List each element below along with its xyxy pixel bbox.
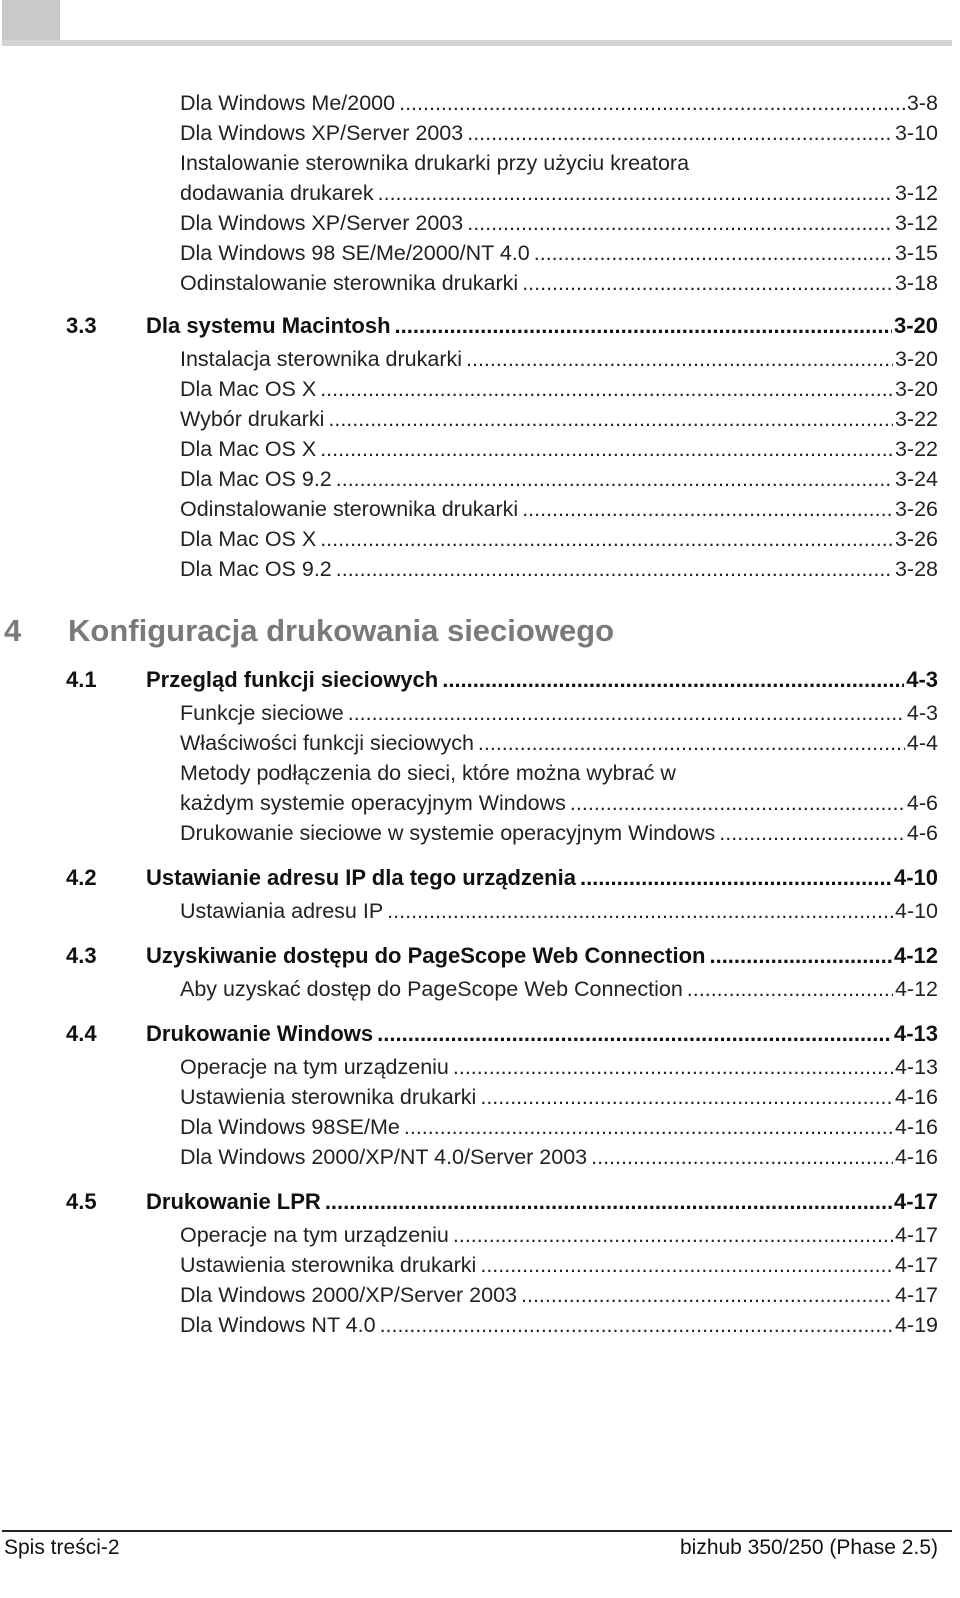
toc-entry[interactable] bbox=[0, 698, 960, 728]
dot-leader bbox=[380, 1310, 893, 1340]
toc-entry[interactable] bbox=[0, 88, 960, 118]
dot-leader bbox=[453, 1052, 893, 1082]
toc-entry[interactable] bbox=[0, 818, 960, 848]
toc-entry[interactable] bbox=[0, 148, 960, 178]
toc-entry[interactable] bbox=[0, 1142, 960, 1172]
chapter-heading[interactable] bbox=[0, 606, 960, 656]
section-title: Drukowanie Windows bbox=[146, 1021, 374, 1046]
toc-entry[interactable] bbox=[0, 118, 960, 148]
toc-entry-title: Wybór drukarki bbox=[180, 407, 325, 431]
toc-entry-title: Instalowanie sterownika drukarki przy użyciu kreatora bbox=[180, 151, 690, 175]
toc-entry-title: Dla Windows XP/Server 2003 bbox=[180, 121, 464, 145]
toc-entry-page: 4-17 bbox=[894, 1253, 938, 1277]
toc-entry-title: Dla Windows 98SE/Me bbox=[180, 1115, 400, 1139]
section-number: 4.3 bbox=[66, 943, 97, 968]
toc-entry[interactable] bbox=[0, 788, 960, 818]
toc-entry-title: każdym systemie operacyjnym Windows bbox=[180, 791, 566, 815]
toc-entry-page: 3-26 bbox=[894, 497, 938, 521]
dot-leader bbox=[534, 238, 893, 268]
section-page: 4-12 bbox=[893, 943, 938, 968]
toc-entry-title: Dla Mac OS 9.2 bbox=[180, 467, 332, 491]
toc-entry-title: Dla Windows XP/Server 2003 bbox=[180, 211, 464, 235]
section-page: 3-20 bbox=[893, 313, 938, 338]
toc-entry[interactable] bbox=[0, 728, 960, 758]
toc-entry-page: 4-10 bbox=[894, 899, 938, 923]
toc-entry-title: Dla Mac OS X bbox=[180, 437, 317, 461]
toc-entry-page: 4-19 bbox=[894, 1313, 938, 1337]
dot-leader bbox=[480, 1250, 893, 1280]
toc-entry-page: 4-16 bbox=[894, 1115, 938, 1139]
dot-leader bbox=[377, 1016, 892, 1052]
toc-entry[interactable] bbox=[0, 344, 960, 374]
dot-leader bbox=[453, 1220, 893, 1250]
dot-leader bbox=[404, 1112, 893, 1142]
toc-entry[interactable] bbox=[0, 1310, 960, 1340]
toc-entry-title: Odinstalowanie sterownika drukarki bbox=[180, 271, 519, 295]
toc-entry-page: 3-20 bbox=[894, 377, 938, 401]
toc-section-4-5[interactable] bbox=[0, 1184, 960, 1220]
dot-leader bbox=[442, 662, 904, 698]
toc-entry[interactable] bbox=[0, 208, 960, 238]
toc-entry-page: 3-8 bbox=[906, 91, 938, 115]
toc-entry[interactable] bbox=[0, 1280, 960, 1310]
footer-page-label: Spis treści-2 bbox=[4, 1536, 120, 1559]
toc-section-4-3[interactable] bbox=[0, 938, 960, 974]
dot-leader bbox=[467, 118, 893, 148]
dot-leader bbox=[325, 1184, 892, 1220]
toc-entry-title: Właściwości funkcji sieciowych bbox=[180, 731, 474, 755]
toc-entry-page: 4-6 bbox=[906, 791, 938, 815]
toc-entry[interactable] bbox=[0, 1220, 960, 1250]
dot-leader bbox=[687, 974, 893, 1004]
toc-entry[interactable] bbox=[0, 434, 960, 464]
toc-entry-title: Metody podłączenia do sieci, które można wybrać w bbox=[180, 761, 676, 785]
toc-entry[interactable] bbox=[0, 758, 960, 788]
dot-leader bbox=[328, 404, 893, 434]
toc-entry-title: Odinstalowanie sterownika drukarki bbox=[180, 497, 519, 521]
toc-entry-title: Dla Windows 98 SE/Me/2000/NT 4.0 bbox=[180, 241, 530, 265]
toc-entry[interactable] bbox=[0, 404, 960, 434]
section-page: 4-17 bbox=[893, 1189, 938, 1214]
toc-entry-page: 4-6 bbox=[906, 821, 938, 845]
section-page: 4-13 bbox=[893, 1021, 938, 1046]
toc-entry-page: 4-17 bbox=[894, 1223, 938, 1247]
toc-section-3-3[interactable] bbox=[0, 308, 960, 344]
toc-entry-page: 3-15 bbox=[894, 241, 938, 265]
toc-entry-page: 3-12 bbox=[894, 181, 938, 205]
footer-rule bbox=[2, 1530, 952, 1532]
section-title: Dla systemu Macintosh bbox=[146, 313, 391, 338]
toc-entry[interactable] bbox=[0, 374, 960, 404]
toc-entry-title: Dla Mac OS X bbox=[180, 377, 317, 401]
dot-leader bbox=[395, 308, 892, 344]
toc-entry-page: 4-13 bbox=[894, 1055, 938, 1079]
dot-leader bbox=[387, 896, 893, 926]
section-number: 4.4 bbox=[66, 1021, 97, 1046]
toc-entry-page: 4-16 bbox=[894, 1145, 938, 1169]
dot-leader bbox=[709, 938, 891, 974]
toc-entry-title: Aby uzyskać dostęp do PageScope Web Connection bbox=[180, 977, 683, 1001]
dot-leader bbox=[719, 818, 905, 848]
dot-leader bbox=[336, 464, 893, 494]
dot-leader bbox=[467, 208, 893, 238]
dot-leader bbox=[320, 434, 893, 464]
toc-entry-page: 3-28 bbox=[894, 557, 938, 581]
toc-entry-page: 4-17 bbox=[894, 1283, 938, 1307]
toc-entry-page: 4-16 bbox=[894, 1085, 938, 1109]
dot-leader bbox=[348, 698, 905, 728]
toc-entry-page: 4-12 bbox=[894, 977, 938, 1001]
toc-entry-title: Dla Windows 2000/XP/Server 2003 bbox=[180, 1283, 518, 1307]
dot-leader bbox=[521, 1280, 893, 1310]
toc-entry-page: 4-3 bbox=[906, 701, 938, 725]
toc-entry[interactable] bbox=[0, 1052, 960, 1082]
toc-entry-title: Operacje na tym urządzeniu bbox=[180, 1055, 449, 1079]
dot-leader bbox=[478, 728, 905, 758]
section-page: 4-10 bbox=[893, 865, 938, 890]
toc-entry[interactable] bbox=[0, 524, 960, 554]
section-number: 4.1 bbox=[66, 667, 97, 692]
toc-entry[interactable] bbox=[0, 238, 960, 268]
dot-leader bbox=[522, 494, 893, 524]
dot-leader bbox=[580, 860, 892, 896]
chapter-number: 4 bbox=[4, 613, 22, 648]
toc-entry-title: Funkcje sieciowe bbox=[180, 701, 344, 725]
section-title: Przegląd funkcji sieciowych bbox=[146, 667, 439, 692]
toc-entry-page: 3-18 bbox=[894, 271, 938, 295]
dot-leader bbox=[570, 788, 905, 818]
section-number: 4.2 bbox=[66, 865, 97, 890]
toc-entry-page: 3-10 bbox=[894, 121, 938, 145]
toc-entry-page: 3-22 bbox=[894, 407, 938, 431]
dot-leader bbox=[466, 344, 893, 374]
toc-entry[interactable] bbox=[0, 554, 960, 584]
toc-section-4-1[interactable] bbox=[0, 662, 960, 698]
toc-entry-title: dodawania drukarek bbox=[180, 181, 374, 205]
toc-entry-page: 3-12 bbox=[894, 211, 938, 235]
toc-entry[interactable] bbox=[0, 494, 960, 524]
toc-entry-title: Instalacja sterownika drukarki bbox=[180, 347, 463, 371]
toc-entry-page: 4-4 bbox=[906, 731, 938, 755]
toc-entry-title: Ustawiania adresu IP bbox=[180, 899, 384, 923]
toc-entry-title: Dla Windows 2000/XP/NT 4.0/Server 2003 bbox=[180, 1145, 588, 1169]
section-title: Ustawianie adresu IP dla tego urządzenia bbox=[146, 865, 576, 890]
chapter-title: Konfiguracja drukowania sieciowego bbox=[68, 613, 615, 648]
toc-entry-page: 3-24 bbox=[894, 467, 938, 491]
toc-entry-title: Ustawienia sterownika drukarki bbox=[180, 1085, 477, 1109]
toc-entry[interactable] bbox=[0, 268, 960, 298]
toc-entry-title: Dla Windows Me/2000 bbox=[180, 91, 396, 115]
toc-entry-title: Drukowanie sieciowe w systemie operacyjnym Windows bbox=[180, 821, 716, 845]
toc-entry[interactable] bbox=[0, 896, 960, 926]
page-corner-tab bbox=[2, 0, 60, 40]
section-title: Drukowanie LPR bbox=[146, 1189, 321, 1214]
header-rule bbox=[2, 40, 952, 46]
dot-leader bbox=[378, 178, 893, 208]
toc-entry-title: Operacje na tym urządzeniu bbox=[180, 1223, 449, 1247]
dot-leader bbox=[320, 524, 893, 554]
toc-entry-title: Dla Windows NT 4.0 bbox=[180, 1313, 376, 1337]
dot-leader bbox=[591, 1142, 893, 1172]
toc-section-4-4[interactable] bbox=[0, 1016, 960, 1052]
dot-leader bbox=[480, 1082, 893, 1112]
dot-leader bbox=[336, 554, 893, 584]
dot-leader bbox=[522, 268, 893, 298]
footer-product-name: bizhub 350/250 (Phase 2.5) bbox=[679, 1536, 938, 1559]
toc-entry[interactable] bbox=[0, 1250, 960, 1280]
table-of-contents bbox=[0, 88, 960, 1340]
toc-entry-page: 3-26 bbox=[894, 527, 938, 551]
section-title: Uzyskiwanie dostępu do PageScope Web Connection bbox=[146, 943, 706, 968]
toc-entry-title: Dla Mac OS 9.2 bbox=[180, 557, 332, 581]
toc-entry[interactable] bbox=[0, 178, 960, 208]
dot-leader bbox=[399, 88, 905, 118]
toc-entry-page: 3-20 bbox=[894, 347, 938, 371]
section-number: 4.5 bbox=[66, 1189, 97, 1214]
toc-entry[interactable] bbox=[0, 464, 960, 494]
section-page: 4-3 bbox=[906, 667, 938, 692]
toc-entry[interactable] bbox=[0, 1112, 960, 1142]
toc-entry-title: Dla Mac OS X bbox=[180, 527, 317, 551]
toc-entry-page: 3-22 bbox=[894, 437, 938, 461]
toc-entry[interactable] bbox=[0, 974, 960, 1004]
dot-leader bbox=[320, 374, 893, 404]
section-number: 3.3 bbox=[66, 313, 97, 338]
toc-section-4-2[interactable] bbox=[0, 860, 960, 896]
toc-entry-title: Ustawienia sterownika drukarki bbox=[180, 1253, 477, 1277]
toc-entry[interactable] bbox=[0, 1082, 960, 1112]
